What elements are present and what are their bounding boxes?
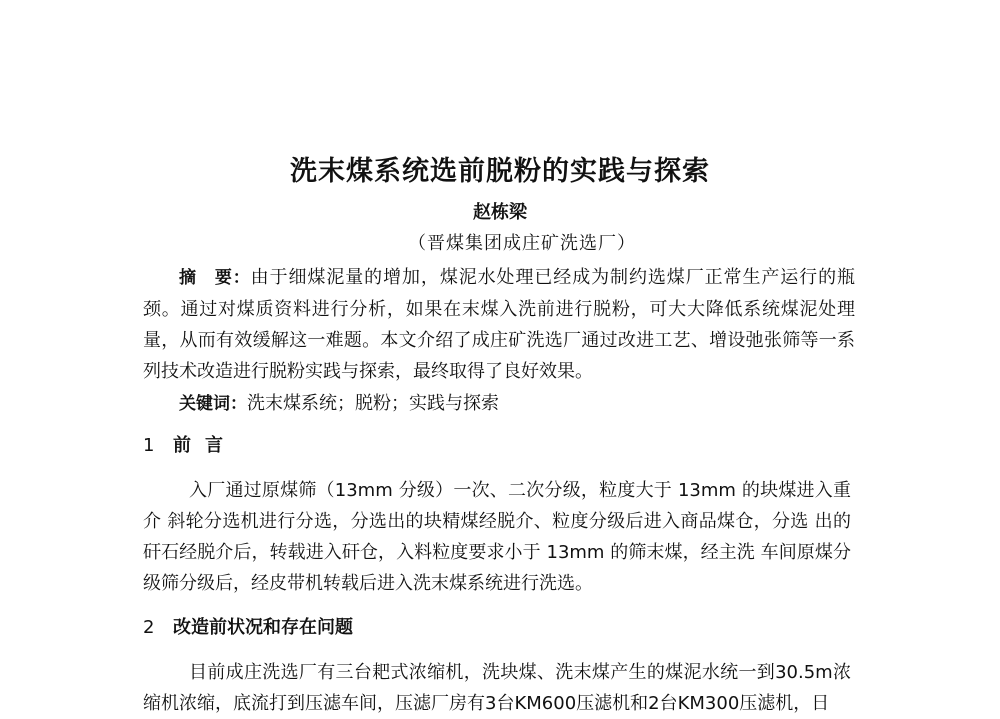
keywords-label: 关键词：: [179, 394, 247, 414]
paper-title: 洗末煤系统选前脱粉的实践与探索: [290, 156, 710, 187]
section-heading: [143, 431, 237, 461]
body-paragraph: 目前成庄洗选厂有三台耙式浓缩机，洗块煤、洗末煤产生的煤泥水统一到30.5m浓缩机浓缩，底流打到压滤车间，压滤厂房有3台KM600压滤机和2台KM300压滤机，日: [143, 662, 851, 714]
body-paragraph: 入厂通过原煤筛（13mm 分级）一次、二次分级，粒度大于 13mm 的块煤进入重介 斜轮分选机进行分选，分选出的块精煤经脱介、粒度分级后进入商品煤仓，分选 出的矸石经脱介后，转载进入矸仓，入料粒度要求小于 13mm 的筛末煤，经主洗 车间原煤分级筛分级后，经皮带机转载后进入洗末煤系统进行洗选。: [143, 480, 851, 594]
section-title: 改造前状况和存在问题: [173, 617, 353, 638]
section-heading: [143, 613, 353, 643]
section-title: 前言: [173, 435, 237, 456]
section-number: 2: [143, 617, 155, 638]
section-number: 1: [143, 435, 155, 456]
abstract-text: 由于细煤泥量的增加，煤泥水处理已经成为制约选煤厂正常生产运行的瓶颈。通过对煤质资料进行分析，如果在末煤入洗前进行脱粉，可大大降低系统煤泥处理量，从而有效缓解这一难题。本文介绍了成庄矿洗选厂通过改进工艺、增设弛张筛等一系列技术改造进行脱粉实践与探索，最终取得了良好效果。: [143, 267, 856, 382]
keywords: [179, 388, 499, 420]
abstract: [143, 262, 855, 387]
author-affiliation: （晋煤集团成庄矿洗选厂）: [408, 233, 636, 254]
abstract-label: 摘 要：: [179, 268, 251, 288]
keywords-text: 洗末煤系统；脱粉；实践与探索: [247, 393, 499, 414]
author-name: 赵栋梁: [473, 202, 527, 223]
